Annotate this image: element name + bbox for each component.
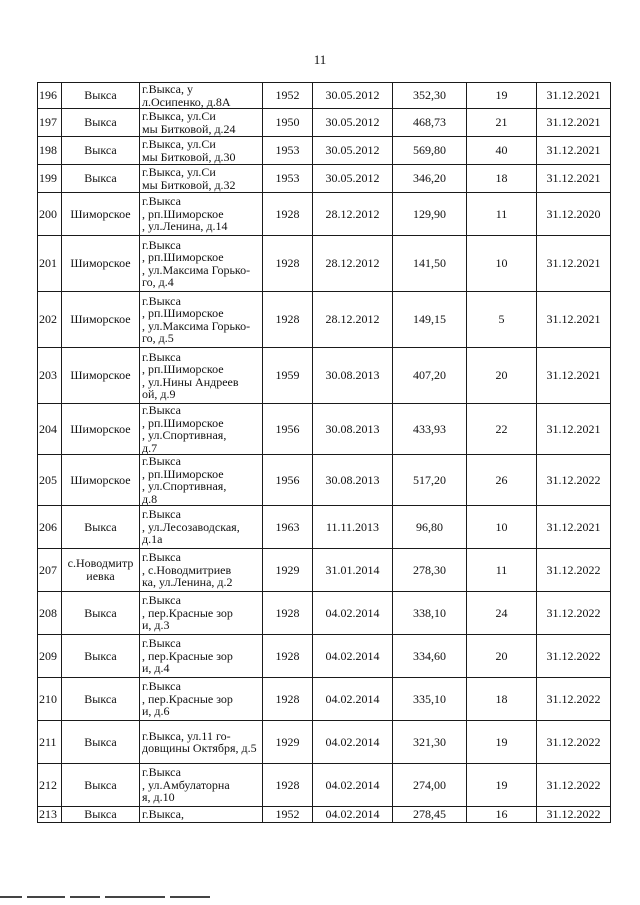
resettlement-deadline-cell: 31.12.2021 bbox=[537, 348, 611, 404]
settlement-cell: Выкса bbox=[62, 592, 140, 635]
address-cell: г.Выкса, bbox=[140, 807, 263, 823]
resettlement-deadline-cell: 31.12.2021 bbox=[537, 109, 611, 137]
resettlement-deadline-cell: 31.12.2021 bbox=[537, 137, 611, 165]
residents-count-cell: 19 bbox=[467, 83, 537, 109]
address-cell: г.Выкса , рп.Шиморское , ул.Спортивная, д.8 bbox=[140, 455, 263, 506]
table-row bbox=[38, 764, 611, 807]
address-cell: г.Выкса , ул.Амбулаторна я, д.10 bbox=[140, 764, 263, 807]
row-number: 209 bbox=[38, 635, 62, 678]
residents-count-cell: 11 bbox=[467, 193, 537, 236]
table-row bbox=[38, 721, 611, 764]
area-cell: 468,73 bbox=[393, 109, 467, 137]
resettlement-deadline-cell: 31.12.2021 bbox=[537, 165, 611, 193]
row-number: 197 bbox=[38, 109, 62, 137]
address-cell: г.Выкса , пер.Красные зор и, д.3 bbox=[140, 592, 263, 635]
residents-count-cell: 40 bbox=[467, 137, 537, 165]
recognition-date-cell: 30.05.2012 bbox=[313, 83, 393, 109]
table-row bbox=[38, 549, 611, 592]
table-row bbox=[38, 348, 611, 404]
recognition-date-cell: 30.05.2012 bbox=[313, 137, 393, 165]
build-year-cell: 1929 bbox=[263, 721, 313, 764]
resettlement-deadline-cell: 31.12.2022 bbox=[537, 592, 611, 635]
address-cell: г.Выкса , с.Новодмитриев ка, ул.Ленина, д.2 bbox=[140, 549, 263, 592]
residents-count-cell: 22 bbox=[467, 404, 537, 455]
recognition-date-cell: 30.08.2013 bbox=[313, 348, 393, 404]
area-cell: 335,10 bbox=[393, 678, 467, 721]
residents-count-cell: 20 bbox=[467, 635, 537, 678]
table-row bbox=[38, 292, 611, 348]
table-row bbox=[38, 109, 611, 137]
build-year-cell: 1928 bbox=[263, 764, 313, 807]
area-cell: 346,20 bbox=[393, 165, 467, 193]
build-year-cell: 1963 bbox=[263, 506, 313, 549]
residents-count-cell: 16 bbox=[467, 807, 537, 823]
row-number: 207 bbox=[38, 549, 62, 592]
build-year-cell: 1928 bbox=[263, 635, 313, 678]
row-number: 196 bbox=[38, 83, 62, 109]
row-number: 213 bbox=[38, 807, 62, 823]
settlement-cell: Выкса bbox=[62, 83, 140, 109]
build-year-cell: 1953 bbox=[263, 165, 313, 193]
scan-edge-marks bbox=[0, 896, 220, 900]
settlement-cell: Выкса bbox=[62, 109, 140, 137]
recognition-date-cell: 04.02.2014 bbox=[313, 635, 393, 678]
table-row bbox=[38, 165, 611, 193]
resettlement-deadline-cell: 31.12.2020 bbox=[537, 193, 611, 236]
address-cell: г.Выкса, ул.11 го- довщины Октября, д.5 bbox=[140, 721, 263, 764]
row-number: 206 bbox=[38, 506, 62, 549]
housing-registry-table bbox=[37, 82, 611, 823]
row-number: 212 bbox=[38, 764, 62, 807]
address-cell: г.Выкса, ул.Си мы Битковой, д.24 bbox=[140, 109, 263, 137]
settlement-cell: Шиморское bbox=[62, 193, 140, 236]
resettlement-deadline-cell: 31.12.2021 bbox=[537, 404, 611, 455]
settlement-cell: Шиморское bbox=[62, 348, 140, 404]
page-number: 11 bbox=[313, 52, 327, 67]
recognition-date-cell: 31.01.2014 bbox=[313, 549, 393, 592]
residents-count-cell: 26 bbox=[467, 455, 537, 506]
build-year-cell: 1929 bbox=[263, 549, 313, 592]
build-year-cell: 1928 bbox=[263, 292, 313, 348]
table-row bbox=[38, 506, 611, 549]
area-cell: 278,45 bbox=[393, 807, 467, 823]
address-cell: г.Выкса , рп.Шиморское , ул.Нины Андреев ой, д.9 bbox=[140, 348, 263, 404]
build-year-cell: 1953 bbox=[263, 137, 313, 165]
residents-count-cell: 19 bbox=[467, 764, 537, 807]
table-row bbox=[38, 678, 611, 721]
table-row bbox=[38, 83, 611, 109]
address-cell: г.Выкса, ул.Си мы Битковой, д.32 bbox=[140, 165, 263, 193]
recognition-date-cell: 30.08.2013 bbox=[313, 455, 393, 506]
settlement-cell: Выкса bbox=[62, 807, 140, 823]
row-number: 202 bbox=[38, 292, 62, 348]
build-year-cell: 1928 bbox=[263, 236, 313, 292]
settlement-cell: Шиморское bbox=[62, 455, 140, 506]
residents-count-cell: 11 bbox=[467, 549, 537, 592]
row-number: 198 bbox=[38, 137, 62, 165]
resettlement-deadline-cell: 31.12.2022 bbox=[537, 635, 611, 678]
settlement-cell: Выкса bbox=[62, 506, 140, 549]
address-cell: г.Выкса , ул.Лесозаводская, д.1а bbox=[140, 506, 263, 549]
recognition-date-cell: 28.12.2012 bbox=[313, 236, 393, 292]
row-number: 203 bbox=[38, 348, 62, 404]
recognition-date-cell: 04.02.2014 bbox=[313, 678, 393, 721]
settlement-cell: Выкса bbox=[62, 721, 140, 764]
address-cell: г.Выкса , пер.Красные зор и, д.4 bbox=[140, 635, 263, 678]
area-cell: 407,20 bbox=[393, 348, 467, 404]
row-number: 210 bbox=[38, 678, 62, 721]
row-number: 208 bbox=[38, 592, 62, 635]
resettlement-deadline-cell: 31.12.2022 bbox=[537, 721, 611, 764]
resettlement-deadline-cell: 31.12.2022 bbox=[537, 549, 611, 592]
build-year-cell: 1956 bbox=[263, 404, 313, 455]
recognition-date-cell: 04.02.2014 bbox=[313, 807, 393, 823]
address-cell: г.Выкса , рп.Шиморское , ул.Максима Горько- го, д.5 bbox=[140, 292, 263, 348]
table-row bbox=[38, 807, 611, 823]
table-row bbox=[38, 137, 611, 165]
build-year-cell: 1928 bbox=[263, 193, 313, 236]
residents-count-cell: 24 bbox=[467, 592, 537, 635]
area-cell: 338,10 bbox=[393, 592, 467, 635]
row-number: 205 bbox=[38, 455, 62, 506]
row-number: 211 bbox=[38, 721, 62, 764]
area-cell: 274,00 bbox=[393, 764, 467, 807]
resettlement-deadline-cell: 31.12.2022 bbox=[537, 678, 611, 721]
recognition-date-cell: 28.12.2012 bbox=[313, 292, 393, 348]
build-year-cell: 1950 bbox=[263, 109, 313, 137]
resettlement-deadline-cell: 31.12.2022 bbox=[537, 764, 611, 807]
row-number: 201 bbox=[38, 236, 62, 292]
address-cell: г.Выкса , рп.Шиморское , ул.Ленина, д.14 bbox=[140, 193, 263, 236]
build-year-cell: 1959 bbox=[263, 348, 313, 404]
settlement-cell: Выкса bbox=[62, 764, 140, 807]
residents-count-cell: 10 bbox=[467, 236, 537, 292]
area-cell: 96,80 bbox=[393, 506, 467, 549]
area-cell: 433,93 bbox=[393, 404, 467, 455]
table-row bbox=[38, 635, 611, 678]
recognition-date-cell: 04.02.2014 bbox=[313, 592, 393, 635]
build-year-cell: 1952 bbox=[263, 807, 313, 823]
build-year-cell: 1952 bbox=[263, 83, 313, 109]
settlement-cell: Шиморское bbox=[62, 404, 140, 455]
area-cell: 321,30 bbox=[393, 721, 467, 764]
residents-count-cell: 19 bbox=[467, 721, 537, 764]
area-cell: 278,30 bbox=[393, 549, 467, 592]
area-cell: 352,30 bbox=[393, 83, 467, 109]
residents-count-cell: 10 bbox=[467, 506, 537, 549]
settlement-cell: Выкса bbox=[62, 678, 140, 721]
build-year-cell: 1928 bbox=[263, 678, 313, 721]
recognition-date-cell: 04.02.2014 bbox=[313, 721, 393, 764]
table-row bbox=[38, 236, 611, 292]
table-row bbox=[38, 455, 611, 506]
address-cell: г.Выкса , рп.Шиморское , ул.Спортивная, д.7 bbox=[140, 404, 263, 455]
settlement-cell: Выкса bbox=[62, 635, 140, 678]
residents-count-cell: 18 bbox=[467, 165, 537, 193]
residents-count-cell: 20 bbox=[467, 348, 537, 404]
recognition-date-cell: 28.12.2012 bbox=[313, 193, 393, 236]
resettlement-deadline-cell: 31.12.2021 bbox=[537, 292, 611, 348]
settlement-cell: Выкса bbox=[62, 165, 140, 193]
residents-count-cell: 21 bbox=[467, 109, 537, 137]
area-cell: 517,20 bbox=[393, 455, 467, 506]
table-row bbox=[38, 193, 611, 236]
resettlement-deadline-cell: 31.12.2022 bbox=[537, 455, 611, 506]
settlement-cell: Шиморское bbox=[62, 236, 140, 292]
table-row bbox=[38, 592, 611, 635]
address-cell: г.Выкса , рп.Шиморское , ул.Максима Горько- го, д.4 bbox=[140, 236, 263, 292]
area-cell: 334,60 bbox=[393, 635, 467, 678]
area-cell: 149,15 bbox=[393, 292, 467, 348]
resettlement-deadline-cell: 31.12.2021 bbox=[537, 506, 611, 549]
settlement-cell: Шиморское bbox=[62, 292, 140, 348]
recognition-date-cell: 30.05.2012 bbox=[313, 109, 393, 137]
settlement-cell: Выкса bbox=[62, 137, 140, 165]
residents-count-cell: 18 bbox=[467, 678, 537, 721]
address-cell: г.Выкса, ул.Си мы Битковой, д.30 bbox=[140, 137, 263, 165]
resettlement-deadline-cell: 31.12.2022 bbox=[537, 807, 611, 823]
build-year-cell: 1928 bbox=[263, 592, 313, 635]
area-cell: 569,80 bbox=[393, 137, 467, 165]
build-year-cell: 1956 bbox=[263, 455, 313, 506]
row-number: 204 bbox=[38, 404, 62, 455]
recognition-date-cell: 30.08.2013 bbox=[313, 404, 393, 455]
resettlement-deadline-cell: 31.12.2021 bbox=[537, 236, 611, 292]
settlement-cell: с.Новодмитр иевка bbox=[62, 549, 140, 592]
resettlement-deadline-cell: 31.12.2021 bbox=[537, 83, 611, 109]
recognition-date-cell: 30.05.2012 bbox=[313, 165, 393, 193]
address-cell: г.Выкса, у л.Осипенко, д.8А bbox=[140, 83, 263, 109]
recognition-date-cell: 04.02.2014 bbox=[313, 764, 393, 807]
table-row bbox=[38, 404, 611, 455]
area-cell: 141,50 bbox=[393, 236, 467, 292]
recognition-date-cell: 11.11.2013 bbox=[313, 506, 393, 549]
row-number: 200 bbox=[38, 193, 62, 236]
residents-count-cell: 5 bbox=[467, 292, 537, 348]
address-cell: г.Выкса , пер.Красные зор и, д.6 bbox=[140, 678, 263, 721]
area-cell: 129,90 bbox=[393, 193, 467, 236]
row-number: 199 bbox=[38, 165, 62, 193]
